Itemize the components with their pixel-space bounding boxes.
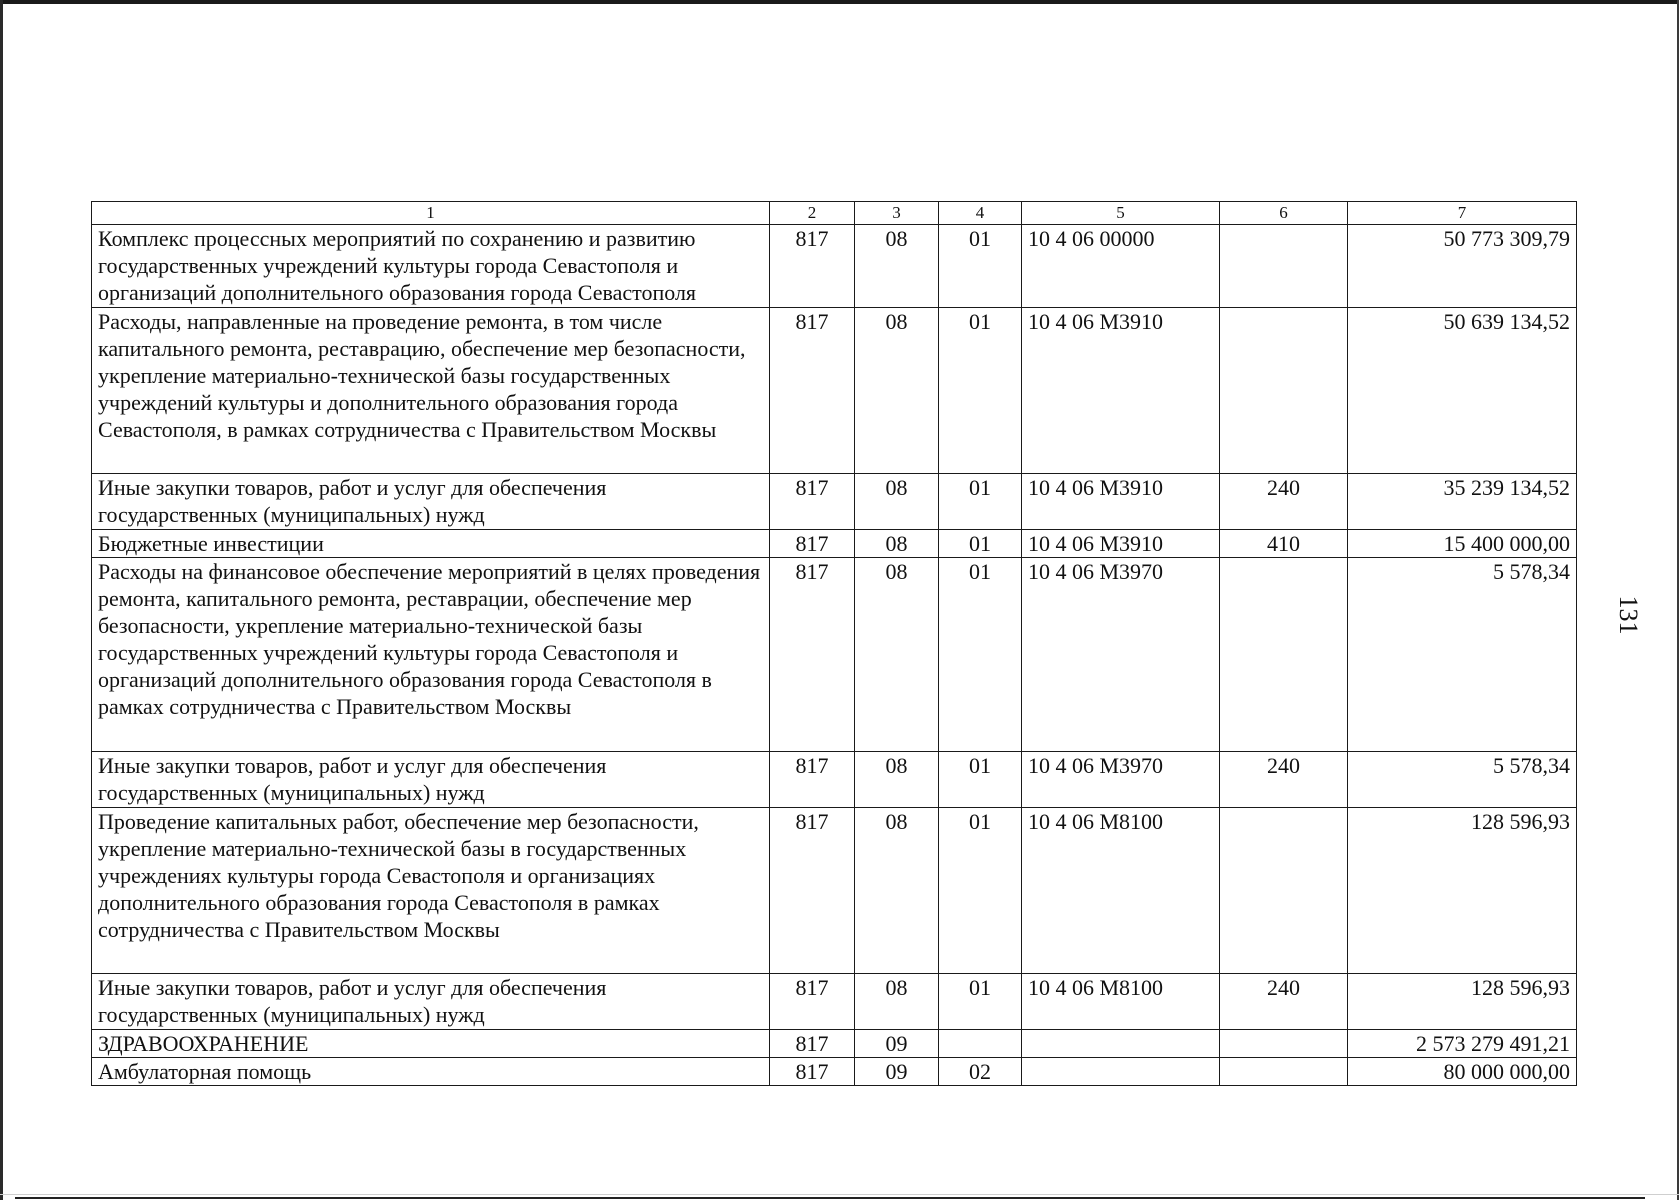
row-gr: 817 (770, 974, 855, 1030)
row-rz: 08 (855, 808, 939, 974)
row-pr: 01 (939, 974, 1022, 1030)
row-gr: 817 (770, 308, 855, 474)
row-vr: 410 (1220, 530, 1348, 558)
table-row (92, 558, 1577, 752)
scan-edge-left (0, 0, 3, 1200)
row-name: Расходы, направленные на проведение ремонта, в том числе капитального ремонта, реставрацию, обеспечение мер безопасности, укрепление материально-технической базы государственных учреждений культуры и дополнительного образования города Севастополя, в рамках сотрудничества с Правительством Москвы (92, 308, 770, 474)
row-name: Проведение капитальных работ, обеспечение мер безопасности, укрепление материально-технической базы в государственных учреждениях культуры города Севастополя и организациях дополнительного образования города Севастополя в рамках сотрудничества с Правительством Москвы (92, 808, 770, 974)
row-gr: 817 (770, 474, 855, 530)
row-amount: 128 596,93 (1348, 808, 1577, 974)
page-number: 131 (1614, 595, 1643, 635)
col-header-1: 1 (92, 202, 770, 225)
row-rz: 08 (855, 530, 939, 558)
table-row (92, 530, 1577, 558)
row-gr: 817 (770, 752, 855, 808)
row-pr: 01 (939, 225, 1022, 308)
row-rz: 08 (855, 474, 939, 530)
row-vr (1220, 225, 1348, 308)
col-header-2: 2 (770, 202, 855, 225)
row-pr: 01 (939, 558, 1022, 752)
row-rz: 08 (855, 225, 939, 308)
col-header-5: 5 (1022, 202, 1220, 225)
table-row (92, 225, 1577, 308)
scan-edge-top (0, 0, 1679, 4)
row-name: Иные закупки товаров, работ и услуг для обеспечения государственных (муниципальных) нужд (92, 474, 770, 530)
row-pr: 01 (939, 808, 1022, 974)
column-number-row (92, 202, 1577, 225)
row-pr: 01 (939, 308, 1022, 474)
row-rz: 09 (855, 1058, 939, 1086)
row-rz: 08 (855, 558, 939, 752)
row-rz: 09 (855, 1030, 939, 1058)
row-csr (1022, 1030, 1220, 1058)
row-rz: 08 (855, 752, 939, 808)
scan-shadow-line (0, 1194, 1679, 1195)
table-row (92, 752, 1577, 808)
row-csr: 10 4 06 M3910 (1022, 474, 1220, 530)
row-name: Иные закупки товаров, работ и услуг для обеспечения государственных (муниципальных) нужд (92, 752, 770, 808)
row-pr: 01 (939, 530, 1022, 558)
budget-table (91, 201, 1577, 1086)
row-pr: 01 (939, 474, 1022, 530)
row-vr (1220, 808, 1348, 974)
row-gr: 817 (770, 225, 855, 308)
row-amount: 15 400 000,00 (1348, 530, 1577, 558)
row-amount: 5 578,34 (1348, 752, 1577, 808)
row-pr (939, 1030, 1022, 1058)
table-row (92, 808, 1577, 974)
row-rz: 08 (855, 974, 939, 1030)
row-vr: 240 (1220, 752, 1348, 808)
row-amount: 80 000 000,00 (1348, 1058, 1577, 1086)
row-amount: 35 239 134,52 (1348, 474, 1577, 530)
row-name: Комплекс процессных мероприятий по сохранению и развитию государственных учреждений культуры города Севастополя и организаций дополнительного образования города Севастополя (92, 225, 770, 308)
row-amount: 2 573 279 491,21 (1348, 1030, 1577, 1058)
row-vr (1220, 558, 1348, 752)
row-pr: 02 (939, 1058, 1022, 1086)
row-csr: 10 4 06 M3970 (1022, 752, 1220, 808)
row-name: Расходы на финансовое обеспечение мероприятий в целях проведения ремонта, капитального ремонта, реставрации, обеспечение мер безопасности, укрепление материально-технической базы государственных учреждений культуры города Севастополя и организаций дополнительного образования города Севастополя в рамках сотрудничества с Правительством Москвы (92, 558, 770, 752)
row-amount: 50 773 309,79 (1348, 225, 1577, 308)
row-csr (1022, 1058, 1220, 1086)
table-row (92, 974, 1577, 1030)
row-name: Бюджетные инвестиции (92, 530, 770, 558)
row-vr (1220, 308, 1348, 474)
col-header-6: 6 (1220, 202, 1348, 225)
row-vr (1220, 1030, 1348, 1058)
row-pr: 01 (939, 752, 1022, 808)
table-row (92, 308, 1577, 474)
table-row (92, 1030, 1577, 1058)
bottom-rule (15, 1197, 1645, 1199)
row-amount: 50 639 134,52 (1348, 308, 1577, 474)
row-name: ЗДРАВООХРАНЕНИЕ (92, 1030, 770, 1058)
row-vr: 240 (1220, 474, 1348, 530)
row-rz: 08 (855, 308, 939, 474)
row-gr: 817 (770, 808, 855, 974)
row-csr: 10 4 06 M3910 (1022, 308, 1220, 474)
row-amount: 128 596,93 (1348, 974, 1577, 1030)
row-amount: 5 578,34 (1348, 558, 1577, 752)
row-name: Амбулаторная помощь (92, 1058, 770, 1086)
row-gr: 817 (770, 558, 855, 752)
col-header-4: 4 (939, 202, 1022, 225)
row-csr: 10 4 06 M8100 (1022, 974, 1220, 1030)
row-vr: 240 (1220, 974, 1348, 1030)
row-name: Иные закупки товаров, работ и услуг для обеспечения государственных (муниципальных) нужд (92, 974, 770, 1030)
row-gr: 817 (770, 530, 855, 558)
row-gr: 817 (770, 1058, 855, 1086)
table-row (92, 1058, 1577, 1086)
col-header-3: 3 (855, 202, 939, 225)
row-gr: 817 (770, 1030, 855, 1058)
row-vr (1220, 1058, 1348, 1086)
row-csr: 10 4 06 M8100 (1022, 808, 1220, 974)
table-row (92, 474, 1577, 530)
row-csr: 10 4 06 M3970 (1022, 558, 1220, 752)
row-csr: 10 4 06 M3910 (1022, 530, 1220, 558)
col-header-7: 7 (1348, 202, 1577, 225)
row-csr: 10 4 06 00000 (1022, 225, 1220, 308)
